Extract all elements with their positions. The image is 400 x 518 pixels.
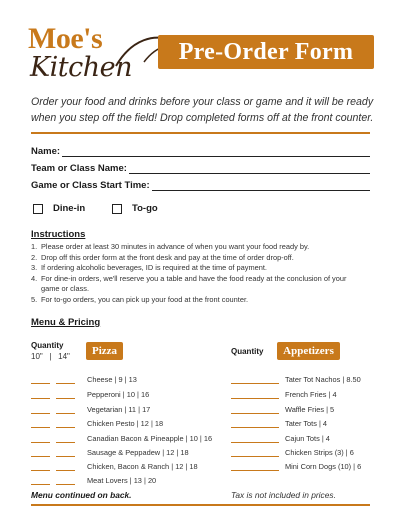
list-item: 2. Drop off this order form at the front desk and pay at the time of order drop-off. xyxy=(31,252,294,262)
pizza-section-tag: Pizza xyxy=(86,342,123,360)
list-item: 4. For dine-in orders, we'll reserve you a table and have the food ready at the conclusion of your game or class. xyxy=(31,273,347,294)
intro-text: Order your food and drinks before your class or game and it will be ready when you step off the field! Drop completed forms off at the front counter. xyxy=(31,96,374,124)
start-time-field[interactable] xyxy=(31,180,370,191)
pizza-row[interactable]: Chicken Pesto | 12 | 18 xyxy=(31,418,163,428)
tax-note: Tax is not included in prices. xyxy=(231,490,336,500)
form-title: Pre-Order Form xyxy=(158,35,374,69)
pizza-row[interactable]: Sausage & Peppadew | 12 | 18 xyxy=(31,447,189,457)
pizza-quantity-label: Quantity xyxy=(31,341,64,350)
logo-text-kitchen: Kitchen xyxy=(30,52,133,83)
appetizers-section-tag: Appetizers xyxy=(277,342,340,360)
to-go-checkbox[interactable] xyxy=(112,204,122,214)
appetizer-row[interactable]: Waffle Fries | 5 xyxy=(231,404,334,414)
list-item: 1. Please order at least 30 minutes in advance of when you want your food ready by. xyxy=(31,242,310,251)
appetizer-row[interactable]: Mini Corn Dogs (10) | 6 xyxy=(231,461,361,471)
name-field[interactable] xyxy=(31,146,370,157)
pizza-row[interactable]: Meat Lovers | 13 | 20 xyxy=(31,475,156,485)
to-go-option[interactable] xyxy=(112,203,158,214)
start-time-label: Game or Class Start Time: xyxy=(31,180,150,191)
name-input-line[interactable] xyxy=(62,146,370,157)
divider xyxy=(31,132,370,134)
moes-kitchen-logo xyxy=(26,22,166,86)
appetizer-row[interactable]: Tater Tots | 4 xyxy=(231,418,327,428)
name-label: Name: xyxy=(31,146,61,157)
logo-text-moes: Moe's xyxy=(28,22,103,55)
team-label: Team or Class Name: xyxy=(31,163,127,174)
team-input-line[interactable] xyxy=(129,163,370,174)
pizza-row[interactable]: Cheese | 9 | 13 xyxy=(31,374,137,384)
list-item: 5. For to-go orders, you can pick up your food at the front counter. xyxy=(31,294,249,304)
menu-continued-note: Menu continued on back. xyxy=(31,490,132,500)
team-field[interactable] xyxy=(31,163,370,174)
list-item: 3. If ordering alcoholic beverages, ID is required at the time of payment. xyxy=(31,263,267,273)
bottom-divider xyxy=(31,504,370,506)
pizza-row[interactable]: Pepperoni | 10 | 16 xyxy=(31,389,149,399)
to-go-label: To-go xyxy=(132,203,158,214)
instructions-heading: Instructions xyxy=(31,229,86,240)
instructions-list xyxy=(31,242,361,306)
menu-heading: Menu & Pricing xyxy=(31,317,101,328)
start-time-input-line[interactable] xyxy=(152,180,370,191)
appetizers-quantity-label: Quantity xyxy=(231,347,264,356)
pizza-row[interactable]: Chicken, Bacon & Ranch | 12 | 18 xyxy=(31,461,198,471)
pizza-row[interactable]: Vegetarian | 11 | 17 xyxy=(31,404,150,414)
dine-in-label: Dine-in xyxy=(53,203,86,214)
appetizer-row[interactable]: Tater Tot Nachos | 8.50 xyxy=(231,374,361,384)
appetizer-row[interactable]: Chicken Strips (3) | 6 xyxy=(231,447,354,457)
appetizer-row[interactable]: French Fries | 4 xyxy=(231,389,337,399)
pizza-row[interactable]: Canadian Bacon & Pineapple | 10 | 16 xyxy=(31,433,212,443)
dine-in-option[interactable] xyxy=(33,203,85,214)
appetizer-row[interactable]: Cajun Tots | 4 xyxy=(231,433,330,443)
pizza-size-labels: 10" | 14" xyxy=(31,352,70,361)
dine-in-checkbox[interactable] xyxy=(33,204,43,214)
